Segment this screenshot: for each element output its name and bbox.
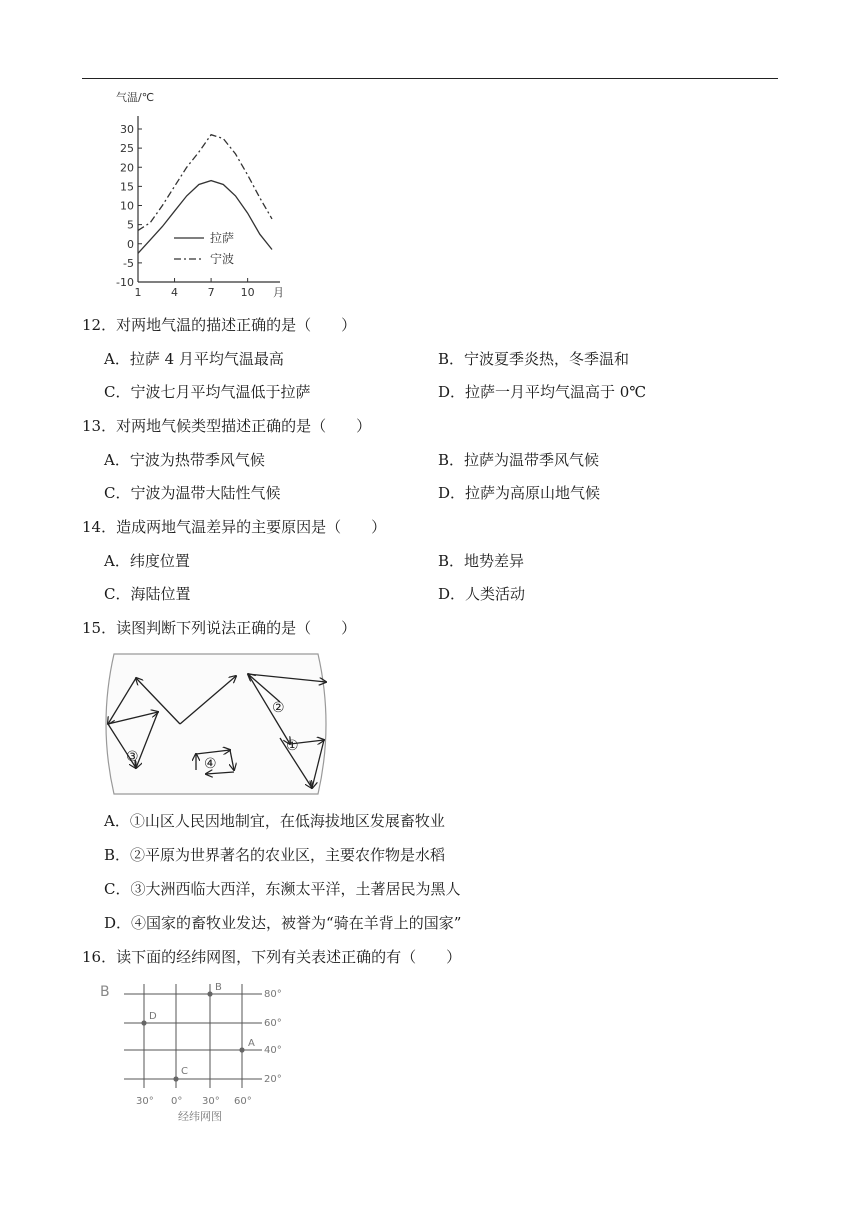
lon-label-30w: 30°	[136, 1096, 154, 1107]
q13-option-a[interactable]: A．宁波为热带季风气候	[104, 451, 265, 469]
map-label-1: ①	[286, 738, 299, 754]
map-label-2: ②	[272, 700, 285, 716]
legend-label-lhasa: 拉萨	[210, 231, 235, 245]
map-label-3: ③	[126, 749, 139, 765]
point-b-marker	[207, 991, 212, 996]
q14-option-b[interactable]: B．地势差异	[438, 552, 525, 570]
y-tick-label: 15	[120, 180, 134, 194]
q15-option-d[interactable]: D．④国家的畜牧业发达，被誉为“骑在羊背上的国家”	[104, 914, 462, 932]
q12-option-c[interactable]: C．宁波七月平均气温低于拉萨	[104, 383, 311, 401]
y-tick-label: 10	[120, 199, 134, 213]
grid-corner-label: B	[100, 984, 110, 1000]
point-c-marker	[173, 1076, 178, 1081]
q14-option-a[interactable]: A．纬度位置	[104, 552, 190, 570]
q12-option-b[interactable]: B．宁波夏季炎热，冬季温和	[438, 350, 630, 368]
y-tick-label: 25	[120, 142, 134, 156]
y-tick-label: -5	[123, 256, 134, 270]
map-label-4: ④	[204, 756, 217, 772]
q13-option-c[interactable]: C．宁波为温带大陆性气候	[104, 484, 281, 502]
q12-option-a[interactable]: A．拉萨 4 月平均气温最高	[104, 350, 284, 368]
question-14-stem: 14．造成两地气温差异的主要原因是（ ）	[82, 518, 387, 536]
lat-label-80: 80°	[264, 989, 282, 1000]
grid-caption: 经纬网图	[178, 1110, 222, 1123]
q15-option-a[interactable]: A．①山区人民因地制宜，在低海拔地区发展畜牧业	[104, 812, 445, 830]
y-tick-label: 20	[120, 161, 134, 175]
point-a-marker	[239, 1047, 244, 1052]
point-d-label: D	[149, 1011, 157, 1022]
q15-option-b[interactable]: B．②平原为世界著名的农业区，主要农作物是水稻	[104, 846, 446, 864]
q14-option-c[interactable]: C．海陆位置	[104, 585, 191, 603]
point-b-label: B	[215, 982, 222, 993]
y-tick-label: 5	[127, 218, 134, 232]
q14-option-d[interactable]: D．人类活动	[438, 585, 526, 603]
q12-option-d[interactable]: D．拉萨一月平均气温高于 0℃	[438, 383, 647, 401]
question-15-stem: 15．读图判断下列说法正确的是（ ）	[82, 619, 357, 637]
y-axis-title: 气温/℃	[116, 91, 155, 104]
series-line-lhasa	[138, 181, 272, 254]
q13-option-d[interactable]: D．拉萨为高原山地气候	[438, 484, 601, 502]
point-d-marker	[141, 1020, 146, 1025]
header-rule	[82, 78, 778, 79]
x-tick-label: 4	[171, 286, 179, 299]
temperature-chart	[112, 86, 292, 302]
point-c-label: C	[181, 1066, 188, 1077]
legend-label-ningbo: 宁波	[210, 252, 235, 266]
y-tick-label: 30	[120, 123, 134, 136]
q13-option-b[interactable]: B．拉萨为温带季风气候	[438, 451, 600, 469]
lon-label-0: 0°	[171, 1096, 183, 1107]
question-13-stem: 13．对两地气候类型描述正确的是（ ）	[82, 417, 372, 435]
x-tick-label: 10	[240, 286, 255, 299]
lat-label-40: 40°	[264, 1045, 282, 1056]
x-tick-label: 1	[134, 286, 142, 299]
question-12-stem: 12．对两地气温的描述正确的是（ ）	[82, 316, 357, 334]
y-tick-label: -10	[116, 276, 134, 289]
y-tick-label: 0	[127, 237, 134, 251]
lat-lon-grid-figure	[98, 980, 308, 1126]
continent-outline-map	[100, 652, 332, 796]
point-a-label: A	[248, 1038, 255, 1049]
lon-label-30e: 30°	[202, 1096, 220, 1107]
lon-label-60e: 60°	[234, 1096, 252, 1107]
x-axis-unit: 月	[273, 286, 284, 299]
x-tick-label: 7	[207, 286, 215, 299]
q15-option-c[interactable]: C．③大洲西临大西洋，东濒太平洋，土著居民为黑人	[104, 880, 461, 898]
question-16-stem: 16．读下面的经纬网图，下列有关表述正确的有（ ）	[82, 948, 462, 966]
lat-label-20: 20°	[264, 1074, 282, 1085]
lat-label-60: 60°	[264, 1018, 282, 1029]
